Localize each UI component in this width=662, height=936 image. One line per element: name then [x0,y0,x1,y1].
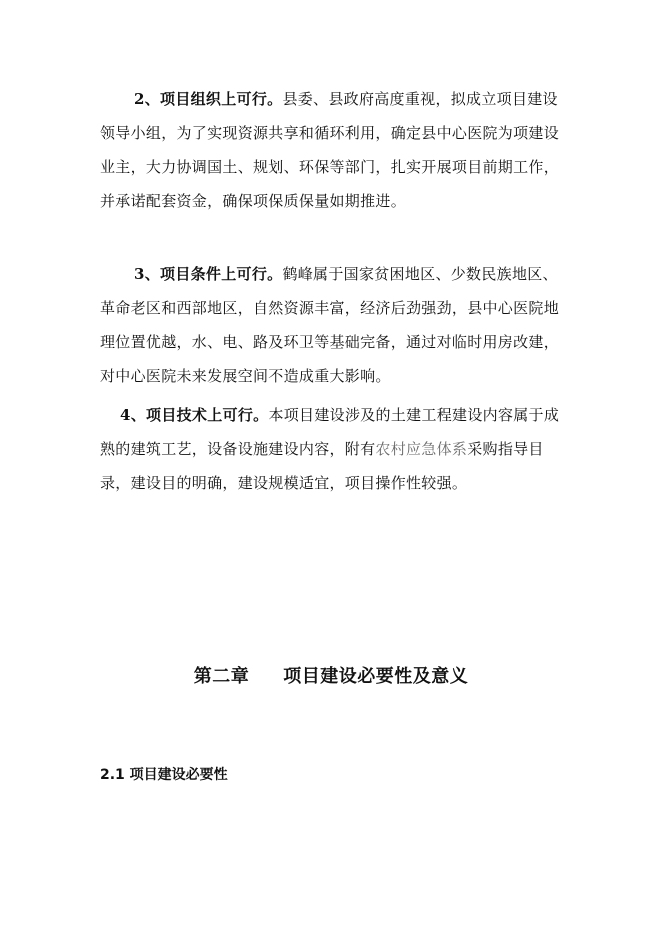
section-heading: 2.1 项目建设必要性 [100,767,228,783]
chapter-heading [0,662,662,688]
item-3-heading: 3、项目条件上可行。 [134,265,283,283]
chapter-title: 项目建设必要性及意义 [283,666,469,687]
paragraph-item-2 [100,82,570,218]
item-4-body-start: 本项目建设涉及的土建工程建设内容属于成熟的建筑工艺，设备设施建设内容，附有 [100,406,560,458]
item-3-body: 鹤峰属于国家贫困地区、少数民族地区、革命老区和西部地区，自然资源丰富，经济后劲强劲，县中心医院地理位置优越，水、电、路及环卫等基础完备，通过对临时用房改建，对中心医院未来发展空间不造成重大影响。 [100,265,560,385]
paragraph-item-3 [100,257,570,393]
item-4-body-end: 采购指导目录，建设目的明确，建设规模适宜，项目操作性较强。 [100,440,544,492]
item-4-heading: 4、项目技术上可行。 [120,406,269,424]
item-2-body: 县委、县政府高度重视，拟成立项目建设领导小组，为了实现资源共享和循环利用，确定县中心医院为项建设业主，大力协调国土、规划、环保等部门，扎实开展项目前期工作，并承诺配套资金，确保项保质保量如期推进。 [100,90,560,210]
item-2-heading: 2、项目组织上可行。 [134,90,283,108]
chapter-number: 第二章 [193,666,250,687]
paragraph-item-4 [100,398,570,500]
item-4-highlight-text: 农村应急体系 [375,440,468,458]
